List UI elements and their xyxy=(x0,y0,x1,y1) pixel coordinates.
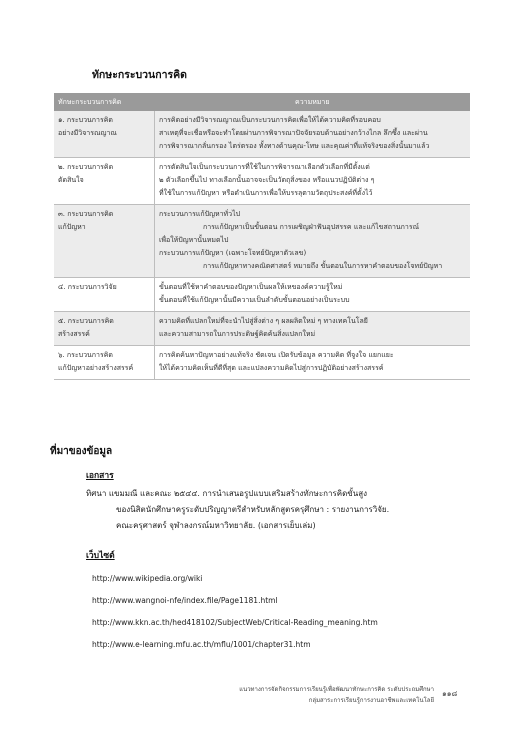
skill-name-line: สร้างสรรค์ xyxy=(58,330,90,338)
skill-name-cell xyxy=(54,111,155,158)
meaning-cell xyxy=(155,312,471,346)
table-row xyxy=(54,111,470,158)
websites-label: เว็บไซต์ xyxy=(86,551,115,561)
table-row xyxy=(54,205,470,278)
footer-line: กลุ่มสาระการเรียนรู้การงานอาชีพและเทคโนโลยี xyxy=(308,697,434,704)
url-item[interactable]: http://www.wangnoi-nfe/index.file/Page1181.html xyxy=(92,596,278,605)
meaning-line: การแก้ปัญหาเป็นขั้นตอน การเผชิญฝ่าฟันอุปสรรค และแก้ไขสถานการณ์ xyxy=(203,223,420,231)
skill-name-line: ๓. กระบวนการคิด xyxy=(58,210,114,218)
skill-name-line: แก้ปัญหาอย่างสร้างสรรค์ xyxy=(58,364,134,372)
page-number: ๑๑๘ xyxy=(442,689,458,698)
table-body xyxy=(54,111,470,380)
documents-label: เอกสาร xyxy=(86,471,114,481)
meaning-line: การพิจารณากลั่นกรอง ไตร่ตรอง ทั้งทางด้านคุณ-โทษ และคุณค่าที่แท้จริงของสิ่งนั้นมาแล้ว xyxy=(159,142,430,150)
thinking-skills-table xyxy=(54,93,470,380)
reference-line: คณะครุศาสตร์ จุฬาลงกรณ์มหาวิทยาลัย. (เอกสารเย็บเล่ม) xyxy=(116,521,316,530)
url-item[interactable]: http://www.kkn.ac.th/hed418102/SubjectWeb/Critical-Reading_meaning.htm xyxy=(92,618,378,627)
meaning-line: ๒ ตัวเลือกขึ้นไป ทางเลือกนั้นอาจจะเป็นวัตถุสิ่งของ หรือแนวปฏิบัติต่าง ๆ xyxy=(159,176,375,184)
url-item[interactable]: http://www.e-learning.mfu.ac.th/mflu/1001/chapter31.htm xyxy=(92,640,311,649)
skill-name-cell xyxy=(54,158,155,205)
meaning-line: ให้ได้ความคิดเห็นที่ดีที่สุด และแปลงความคิดไปสู่การปฏิบัติอย่างสร้างสรรค์ xyxy=(159,364,384,372)
column-header-skill: ทักษะกระบวนการคิด xyxy=(54,93,155,111)
skill-name-line: แก้ปัญหา xyxy=(58,223,86,231)
meaning-cell xyxy=(155,111,471,158)
meaning-line: ความคิดที่แปลกใหม่ที่จะนำไปสู่สิ่งต่าง ๆ ผลผลิตใหม่ ๆ ทางเทคโนโลยี xyxy=(159,317,368,325)
meaning-cell xyxy=(155,158,471,205)
reference-line: ทิศนา แขมมณี และคณะ ๒๕๔๔. การนำเสนอรูปแบบเสริมสร้างทักษะการคิดขั้นสูง xyxy=(86,489,368,498)
meaning-line: ขั้นตอนที่ใช้หาคำตอบของปัญหาเป็นผลให้เหของค์ความรู้ใหม่ xyxy=(159,283,343,291)
skill-name-line: อย่างมีวิจารณญาณ xyxy=(58,129,117,137)
meaning-cell xyxy=(155,205,471,278)
footer-line: แนวทางการจัดกิจกรรมการเรียนรู้เพื่อพัฒนาทักษะการคิด ระดับประถมศึกษา xyxy=(239,686,434,693)
reference-entry xyxy=(86,486,486,534)
meaning-line: กระบวนการแก้ปัญหาทั่วไป xyxy=(159,210,241,218)
url-item[interactable]: http://www.wikipedia.org/wiki xyxy=(92,574,203,583)
url-list xyxy=(92,568,378,656)
skill-name-line: ตัดสินใจ xyxy=(58,176,84,184)
meaning-line: การคิดค้นหาปัญหาอย่างแท้จริง ชัดเจน เปิดรับข้อมูล ความคิด ที่จูงใจ แยกแยะ xyxy=(159,351,394,359)
meaning-line: ที่ใช้ในการแก้ปัญหา หรือดำเนินการเพื่อให้บรรลุตามวัตถุประสงค์ที่ตั้งไว้ xyxy=(159,189,373,197)
skill-name-line: ๑. กระบวนการคิด xyxy=(58,116,113,124)
meaning-line: สาเหตุที่จะเชื่อหรือจะทำโดยผ่านการพิจารณาปัจจัยรอบด้านอย่างกว้างไกล ลึกซึ้ง และผ่าน xyxy=(159,129,428,137)
meaning-line: เพื่อให้ปัญหานั้นหมดไป xyxy=(159,236,229,244)
table-row xyxy=(54,158,470,205)
table-row xyxy=(54,278,470,312)
meaning-cell xyxy=(155,346,471,380)
skill-name-cell xyxy=(54,346,155,380)
section-title: ทักษะกระบวนการคิด xyxy=(92,69,187,81)
meaning-line: และความสามารถในการประดิษฐ์คิดค้นสิ่งแปลกใหม่ xyxy=(159,330,316,338)
table-header-row xyxy=(54,93,470,111)
skill-name-line: ๖. กระบวนการคิด xyxy=(58,351,113,359)
meaning-line: การตัดสินใจเป็นกระบวนการที่ใช้ในการพิจารณาเลือกตัวเลือกที่มีตั้งแต่ xyxy=(159,163,370,171)
reference-line: ของนิสิตนักศึกษาครูระดับปริญญาตรีสำหรับหลักสูตรครุศึกษา : รายงานการวิจัย. xyxy=(116,505,390,514)
skill-name-cell xyxy=(54,205,155,278)
page-footer xyxy=(239,684,434,706)
table-row xyxy=(54,346,470,380)
skill-name-cell xyxy=(54,312,155,346)
column-header-meaning: ความหมาย xyxy=(155,93,471,111)
table-row xyxy=(54,312,470,346)
meaning-line: กระบวนการแก้ปัญหา (เฉพาะโจทย์ปัญหาตัวเลข) xyxy=(159,249,307,257)
skill-name-cell xyxy=(54,278,155,312)
skill-name-line: ๕. กระบวนการคิด xyxy=(58,317,114,325)
meaning-line: ขั้นตอนที่ใช้แก้ปัญหานั้นมีความเป็นลำดับขั้นตอนอย่างเป็นระบบ xyxy=(159,296,350,304)
skill-name-line: ๒. กระบวนการคิด xyxy=(58,163,114,171)
skill-name-line: ๔. กระบวนการวิจัย xyxy=(58,283,117,291)
meaning-cell xyxy=(155,278,471,312)
meaning-line: การแก้ปัญหาทางคณิตศาสตร์ หมายถึง ขั้นตอนในการหาคำตอบของโจทย์ปัญหา xyxy=(203,262,443,270)
meaning-line: การคิดอย่างมีวิจารณญาณเป็นกระบวนการคิดเพื่อให้ได้ความคิดที่รอบคอบ xyxy=(159,116,381,124)
sources-heading: ที่มาของข้อมูล xyxy=(50,446,113,457)
